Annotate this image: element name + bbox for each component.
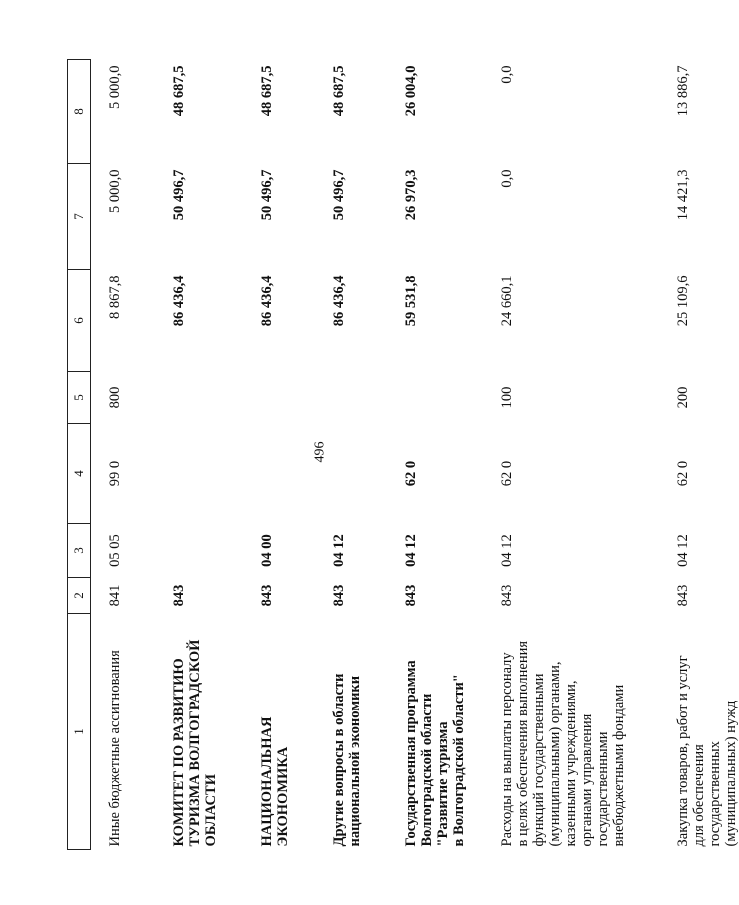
row-amount-8: 48 687,5 <box>259 65 275 117</box>
col-header-4: 4 <box>68 424 91 524</box>
table-row <box>91 60 156 850</box>
row-amount-8: 13 886,7 <box>675 65 691 117</box>
row-code-target <box>315 424 387 524</box>
col-header-5: 5 <box>68 372 91 424</box>
budget-table-rotated <box>67 60 739 850</box>
row-name: Другие вопросы в области национальной экономики <box>331 673 363 847</box>
row-amount-8: 48 687,5 <box>171 65 187 117</box>
row-amount-8: 26 004,0 <box>403 65 419 117</box>
row-code-section <box>155 524 243 578</box>
row-name: Расходы на выплаты персоналу в целях обеспечения выполнения функций государственными (муниципальными) органами, казенными учреждениями, органами управления государственными внебюджетными фондами <box>499 640 627 847</box>
row-code-ministry: 843 <box>171 584 187 607</box>
row-amount-8: 5 000,0 <box>107 65 123 109</box>
row-name: Иные бюджетные ассигнования <box>107 650 123 847</box>
row-amount-6: 25 109,6 <box>675 275 691 327</box>
row-amount-6: 86 436,4 <box>171 275 187 327</box>
row-amount-8: 0,0 <box>499 65 515 84</box>
row-code-section: 04 12 <box>675 534 691 567</box>
col-header-2: 2 <box>68 578 91 614</box>
row-code-ministry: 843 <box>331 584 347 607</box>
row-amount-7: 26 970,3 <box>403 169 419 221</box>
col-header-6: 6 <box>68 270 91 372</box>
row-amount-6: 86 436,4 <box>259 275 275 327</box>
col-header-7: 7 <box>68 164 91 270</box>
row-code-ministry: 843 <box>403 584 419 607</box>
row-amount-8: 48 687,5 <box>331 65 347 117</box>
page-number-text: 496 <box>312 441 327 463</box>
row-name: НАЦИОНАЛЬНАЯ ЭКОНОМИКА <box>259 716 291 847</box>
row-amount-7: 50 496,7 <box>171 169 187 221</box>
row-amount-6: 59 531,8 <box>403 275 419 327</box>
row-amount-6: 24 660,1 <box>499 275 515 327</box>
row-code-type <box>315 372 387 424</box>
row-code-target <box>155 424 243 524</box>
table-row <box>315 60 387 850</box>
row-code-type <box>243 372 315 424</box>
row-amount-7: 50 496,7 <box>259 169 275 221</box>
row-code-ministry: 843 <box>259 584 275 607</box>
row-code-section: 04 12 <box>403 534 419 567</box>
row-code-target: 99 0 <box>107 460 123 487</box>
row-code-ministry: 843 <box>499 584 515 607</box>
table-header-row <box>68 60 91 850</box>
row-code-target: 62 0 <box>499 460 515 487</box>
row-code-target: 62 0 <box>675 460 691 487</box>
row-code-section: 04 00 <box>259 534 275 567</box>
row-amount-6: 8 867,8 <box>107 275 123 319</box>
col-header-8: 8 <box>68 60 91 164</box>
row-amount-7: 50 496,7 <box>331 169 347 221</box>
row-code-target: 62 0 <box>403 460 419 487</box>
row-code-type: 200 <box>675 386 691 409</box>
row-code-type: 800 <box>107 386 123 409</box>
budget-table <box>67 59 739 850</box>
row-amount-7: 0,0 <box>499 169 515 188</box>
col-header-1: 1 <box>68 614 91 850</box>
table-row <box>483 60 659 850</box>
row-name: КОМИТЕТ ПО РАЗВИТИЮ ТУРИЗМА ВОЛГОГРАДСКОЙ ОБЛАСТИ <box>171 639 219 847</box>
row-code-type <box>155 372 243 424</box>
col-header-3: 3 <box>68 524 91 578</box>
row-code-ministry: 841 <box>107 584 123 607</box>
row-amount-7: 5 000,0 <box>107 169 123 213</box>
row-name: Государственная программа Волгоградской области "Развитие туризма в Волгоградской области" <box>403 660 467 847</box>
row-code-section: 05 05 <box>107 534 123 567</box>
row-code-ministry: 843 <box>675 584 691 607</box>
row-code-target <box>243 424 315 524</box>
table-row <box>387 60 483 850</box>
row-name: Закупка товаров, работ и услуг для обеспечения государственных (муниципальных) нужд <box>675 655 739 847</box>
row-code-type <box>387 372 483 424</box>
table-row <box>155 60 243 850</box>
row-amount-6: 86 436,4 <box>331 275 347 327</box>
table-row <box>659 60 739 850</box>
row-code-type: 100 <box>499 386 515 409</box>
row-code-section: 04 12 <box>331 534 347 567</box>
row-code-section: 04 12 <box>499 534 515 567</box>
table-row <box>243 60 315 850</box>
row-amount-7: 14 421,3 <box>675 169 691 221</box>
